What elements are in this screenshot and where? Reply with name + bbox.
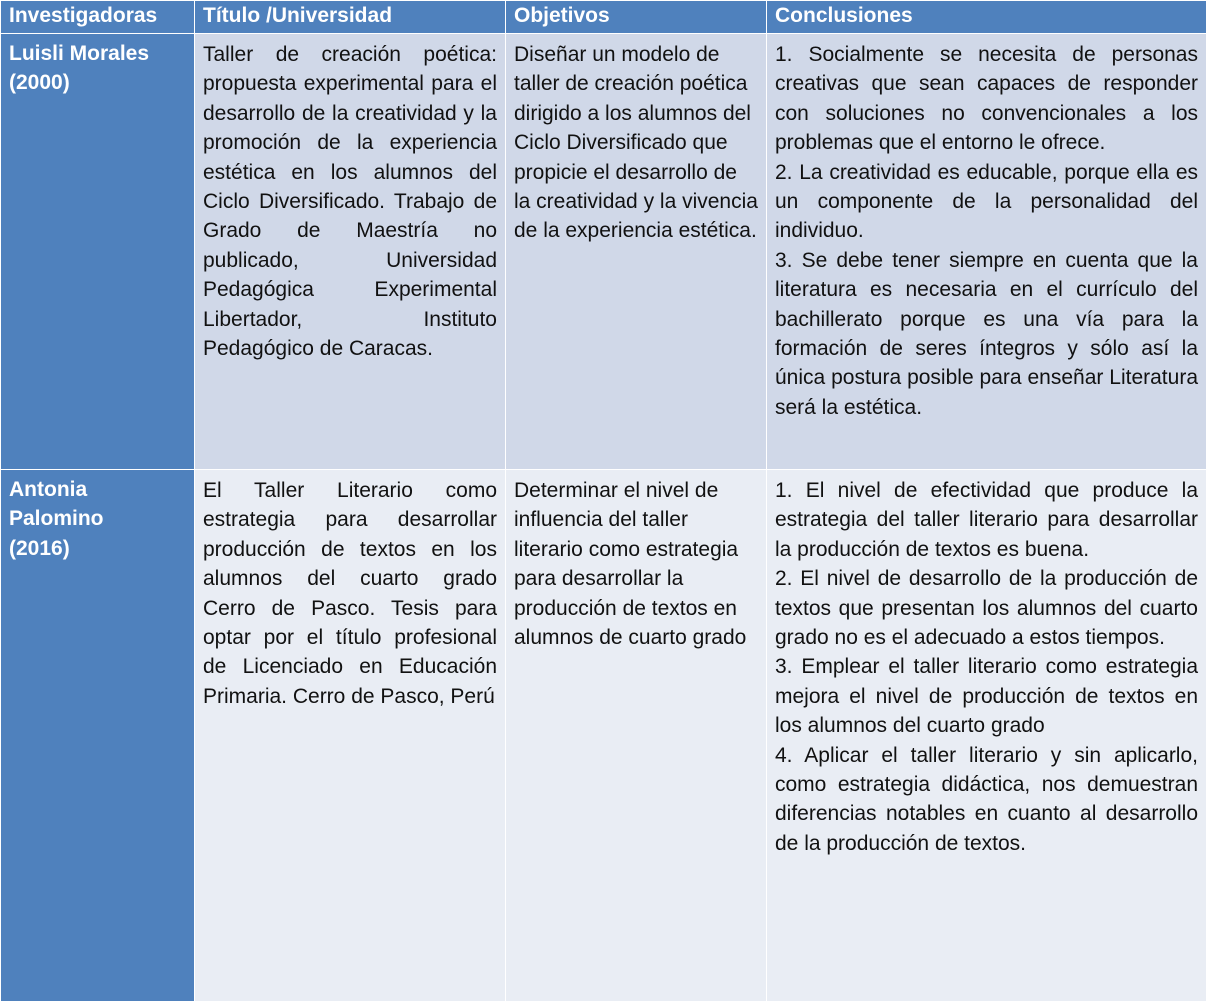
- objective-cell: Determinar el nivel de influencia del taller literario como estrategia para desarrollar la producción de textos en alumnos de cuarto grado: [506, 470, 767, 1002]
- title-cell: El Taller Literario como estrategia para desarrollar producción de textos en los alumnos del cuarto grado Cerro de Pasco. Tesis para optar por el título profesional de Licenciado en Educación Primaria. Cerro de Pasco, Perú: [195, 470, 506, 1002]
- researcher-surname: Palomino: [9, 507, 104, 531]
- header-objetivos: Objetivos: [506, 1, 767, 34]
- researcher-name: Antonia: [9, 478, 88, 501]
- conclusion-item: 3. Emplear el taller literario como estrategia mejora el nivel de producción de textos en los alumnos del cuarto grado: [775, 655, 1198, 738]
- header-investigadoras: Investigadoras: [1, 1, 195, 34]
- conclusion-item: 1. Socialmente se necesita de personas creativas que sean capaces de responder con soluciones no convencionales a los problemas que el entorno le ofrece.: [775, 43, 1198, 155]
- conclusions-cell: [767, 470, 1206, 1002]
- header-conclusiones: Conclusiones: [767, 1, 1206, 34]
- header-row: [1, 1, 1206, 34]
- table-row: [1, 34, 1206, 470]
- table-row: [1, 470, 1206, 1002]
- researcher-cell: [1, 470, 195, 1002]
- conclusion-item: 3. Se debe tener siempre en cuenta que la literatura es necesaria en el currículo del bachillerato porque es una vía para la formación de seres íntegros y sólo así la única postura posible para enseñar Literatura será la estética.: [775, 248, 1198, 419]
- researcher-year: (2016): [9, 536, 70, 560]
- conclusion-item: 2. La creatividad es educable, porque ella es un componente de la personalidad del individuo.: [775, 160, 1198, 243]
- researcher-name: Luisli Morales: [9, 42, 150, 65]
- title-cell: Taller de creación poética: propuesta experimental para el desarrollo de la creatividad y la promoción de la experiencia estética en los alumnos del Ciclo Diversificado. Trabajo de Grado de Maestría no publicado, Universidad Pedagógica Experimental Libertador, Instituto Pedagógico de Caracas.: [195, 34, 506, 470]
- conclusions-cell: [767, 34, 1206, 470]
- researcher-year: (2000): [9, 71, 70, 95]
- objective-cell: Diseñar un modelo de taller de creación poética dirigido a los alumnos del Ciclo Diversificado que propicie el desarrollo de la creatividad y la vivencia de la experiencia estética.: [506, 34, 767, 470]
- researcher-cell: [1, 34, 195, 470]
- conclusion-item: 2. El nivel de desarrollo de la producción de textos que presentan los alumnos del cuarto grado no es el adecuado a estos tiempos.: [775, 567, 1198, 650]
- header-titulo-universidad: Título /Universidad: [195, 1, 506, 34]
- conclusion-item: 4. Aplicar el taller literario y sin aplicarlo, como estrategia didáctica, nos demuestran diferencias notables en cuanto al desarrollo de la producción de textos.: [775, 743, 1198, 855]
- conclusion-item: 1. El nivel de efectividad que produce la estrategia del taller literario para desarrollar la producción de textos es buena.: [775, 479, 1198, 561]
